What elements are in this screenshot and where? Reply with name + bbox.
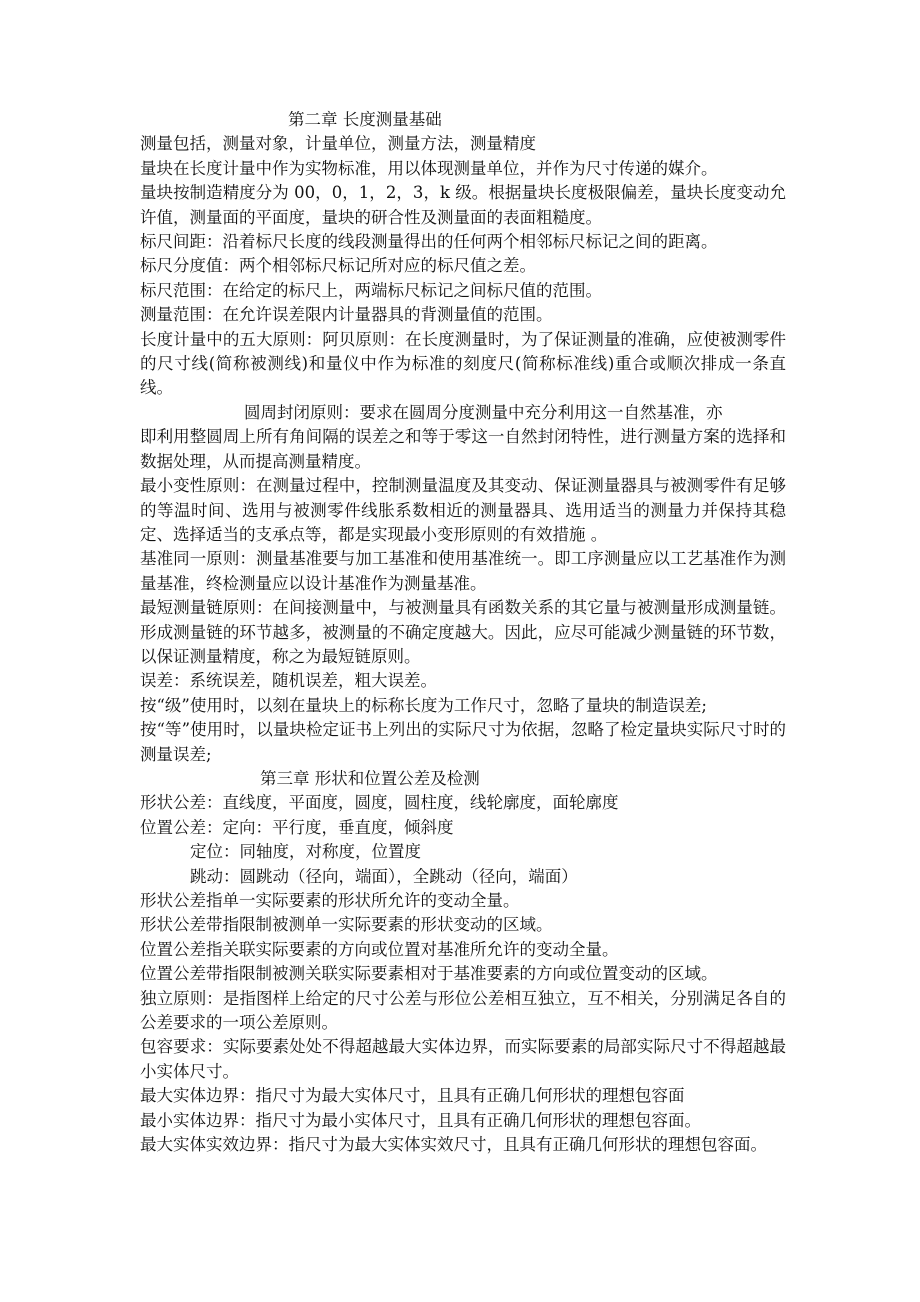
- paragraph: 测量范围：在允许误差限内计量器具的背测量值的范围。: [140, 305, 553, 325]
- paragraph-position-tolerance: 位置公差：定向：平行度，垂直度，倾斜度: [140, 817, 454, 837]
- paragraph: 独立原则：是指图样上给定的尺寸公差与形位公差相互独立，互不相关，分别满足各自的公差要求的一项公差原则。: [140, 988, 786, 1033]
- paragraph: 测量包括，测量对象，计量单位，测量方法，测量精度: [140, 134, 536, 154]
- document-body: [140, 108, 786, 1157]
- paragraph-circle-first: 圆周封闭原则：要求在圆周分度测量中充分利用这一自然基准，亦: [244, 402, 723, 422]
- paragraph: 量块按制造精度分为 00，0，1，2，3，k 级。根据量块长度极限偏差，量块长度变动允许值，测量面的平面度，量块的研合性及测量面的表面粗糙度。: [140, 183, 786, 227]
- chapter-2-title: 第二章 长度测量基础: [288, 110, 442, 129]
- paragraph-shape-tolerance: 形状公差：直线度，平面度，圆度，圆柱度，线轮廓度，面轮廓度: [140, 793, 619, 813]
- paragraph-circle-rest: 即利用整圆周上所有角间隔的误差之和等于零这一自然封闭特性，进行测量方案的选择和数据处理，从而提高测量精度。: [140, 427, 786, 471]
- paragraph: 包容要求：实际要素处处不得超越最大实体边界，而实际要素的局部实际尺寸不得超越最小实体尺寸。: [140, 1037, 786, 1081]
- paragraph: 最短测量链原则：在间接测量中，与被测量具有函数关系的其它量与被测量形成测量链。形成测量链的环节越多，被测量的不确定度越大。因此，应尽可能减少测量链的环节数，以保证测量精度，称之为最短链原则。: [140, 598, 786, 666]
- paragraph: 位置公差带指限制被测关联实际要素相对于基准要素的方向或位置变动的区域。: [140, 964, 718, 984]
- paragraph: 长度计量中的五大原则：阿贝原则：在长度测量时，为了保证测量的准确，应使被测零件的尺寸线(简称被测线)和量仪中作为标准的刻度尺(简称标准线)重合或顺次排成一条直线。: [140, 329, 786, 398]
- paragraph: 标尺范围：在给定的标尺上，两端标尺标记之间标尺值的范围。: [140, 280, 602, 300]
- paragraph: 形状公差指单一实际要素的形状所允许的变动全量。: [140, 891, 520, 910]
- paragraph: 按“等”使用时，以量块检定证书上列出的实际尺寸为依据，忽略了检定量块实际尺寸时的测量误差;: [140, 720, 786, 764]
- paragraph: 最大实体边界：指尺寸为最大实体尺寸，且具有正确几何形状的理想包容面: [140, 1086, 685, 1106]
- paragraph: 量块在长度计量中作为实物标准，用以体现测量单位，并作为尺寸传递的媒介。: [140, 158, 718, 178]
- paragraph: 基准同一原则：测量基准要与加工基准和使用基准统一。即工序测量应以工艺基准作为测量基准，终检测量应以设计基准作为测量基准。: [140, 549, 786, 593]
- paragraph: 形状公差带指限制被测单一实际要素的形状变动的区域。: [140, 915, 553, 935]
- chapter-3-title: 第三章 形状和位置公差及检测: [260, 768, 480, 788]
- paragraph-runout: 跳动：圆跳动（径向，端面），全跳动（径向，端面）: [190, 866, 578, 886]
- paragraph: 标尺分度值：两个相邻标尺标记所对应的标尺值之差。: [140, 256, 536, 276]
- paragraph: 位置公差指关联实际要素的方向或位置对基准所允许的变动全量。: [140, 939, 619, 959]
- paragraph: 误差：系统误差，随机误差，粗大误差。: [140, 671, 437, 691]
- paragraph: 最小变性原则：在测量过程中，控制测量温度及其变动、保证测量器具与被测零件有足够的等温时间、选用与被测零件线胀系数相近的测量器具、选用适当的测量力并保持其稳定、选择适当的支承点等，都是实现最小变形原则的有效措施 。: [140, 476, 786, 544]
- paragraph-locating: 定位：同轴度，对称度，位置度: [190, 842, 421, 862]
- paragraph: 按“级”使用时，以刻在量块上的标称长度为工作尺寸，忽略了量块的制造误差;: [140, 695, 707, 715]
- paragraph: 最大实体实效边界：指尺寸为最大实体实效尺寸，且具有正确几何形状的理想包容面。: [140, 1135, 767, 1155]
- paragraph: 最小实体边界：指尺寸为最小实体尺寸，且具有正确几何形状的理想包容面。: [140, 1110, 701, 1130]
- paragraph: 标尺间距：沿着标尺长度的线段测量得出的任何两个相邻标尺标记之间的距离。: [140, 232, 718, 252]
